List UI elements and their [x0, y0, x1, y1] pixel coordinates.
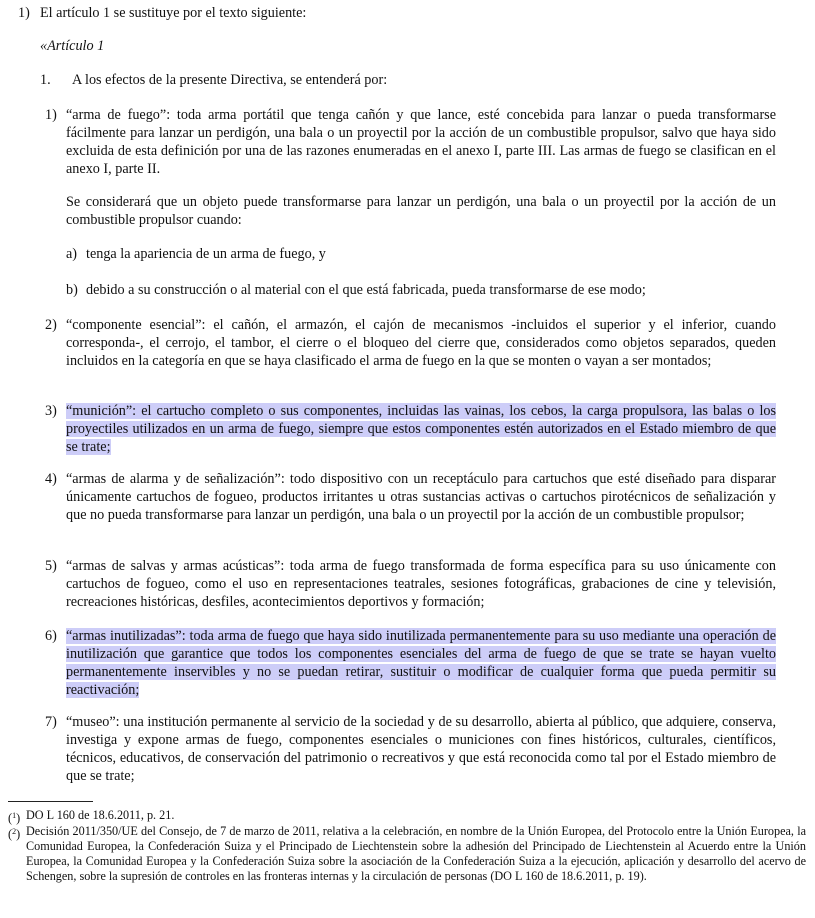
definition-number: 1) — [45, 107, 57, 123]
highlighted-text[interactable]: “munición”: el cartucho completo o sus componentes, incluidas las vainas, los cebos, la carga propulsora, las balas o los proyectiles utilizados en un arma de fuego, siempre que estos componentes estén autorizados en el Estado miembro de que se trate; — [66, 403, 776, 455]
footnote-separator — [8, 801, 93, 802]
sub-item-text: debido a su construcción o al material con el que está fabricada, pueda transformarse de ese modo; — [86, 282, 646, 298]
sub-item-text: tenga la apariencia de un arma de fuego, y — [86, 246, 326, 262]
definition-number: 5) — [45, 558, 57, 574]
section-text: A los efectos de la presente Directiva, se entenderá por: — [72, 72, 388, 88]
amendment-text: El artículo 1 se sustituye por el texto siguiente: — [40, 5, 307, 21]
section-number: 1. — [40, 72, 51, 88]
definition-text: “arma de fuego”: toda arma portátil que tenga cañón y que lance, esté concebida para lanzar o pueda transformarse fácilmente para lanzar un perdigón, una bala o un proyectil por la acción de un combustible propulsor, salvo que haya sido excluida de esta definición por una de las razones enumeradas en el anexo I, parte III. Las armas de fuego se clasifican en el anexo I, parte II. — [66, 107, 776, 177]
sub-item-label: b) — [66, 282, 78, 298]
definition-number: 7) — [45, 714, 57, 730]
definition-text-highlighted — [66, 402, 776, 456]
definition-text: “armas de salvas y armas acústicas”: toda arma de fuego transformada de forma específica para su uso únicamente con cartuchos de fogueo, como el uso en representaciones teatrales, sesiones fotográficas, grabaciones de cine y televisión, recreaciones históricas, desfiles, acontecimientos deportivos y formación; — [66, 558, 776, 610]
amendment-number: 1) — [18, 5, 30, 21]
definition-text: “museo”: una institución permanente al servicio de la sociedad y de su desarrollo, abierta al público, que adquiere, conserva, investiga y expone armas de fuego, componentes esenciales o municiones con fines históricos, culturales, científicos, técnicos, educativos, de conservación del patrimonio o recreativos y que está reconocida como tal por el Estado miembro de que se trate; — [66, 714, 776, 784]
definition-number: 6) — [45, 628, 57, 644]
definition-number: 4) — [45, 471, 57, 487]
footnote-marker: ($^2$) — [8, 827, 21, 841]
definition-text: “armas de alarma y de señalización”: todo dispositivo con un receptáculo para cartuchos que esté diseñado para disparar únicamente cartuchos de fogueo, productos irritantes u otras sustancias activas o cartuchos pirotécnicos de señalización y que no pueda transformarse para lanzar un perdigón, una bala o un proyectil por la acción de un combustible propulsor; — [66, 471, 776, 523]
definition-text-highlighted — [66, 627, 776, 699]
footnote-marker: ($^1$) — [8, 811, 21, 825]
article-heading: «Artículo 1 — [40, 38, 105, 54]
sub-item-label: a) — [66, 246, 78, 262]
highlighted-text[interactable]: “armas inutilizadas”: toda arma de fuego que haya sido inutilizada permanentemente para su uso mediante una operación de inutilización que garantice que todos los componentes esenciales del arma de fuego de que se trate se hayan vuelto permanentemente inservibles y no se puedan retirar, sustituir o modificar de cualquier forma que pueda permitir su reactivación; — [66, 628, 776, 698]
footnote-text: Decisión 2011/350/UE del Consejo, de 7 de marzo de 2011, relativa a la celebración, en nombre de la Unión Europea, del Protocolo entre la Unión Europea, la Comunidad Europea, la Confederación Suiza y el Principado de Liechtenstein sobre la adhesión del Principado de Liechtenstein al Acuerdo entre la Unión Europea, la Comunidad Europea y la Confederación Suiza sobre la asociación de la Confederación Suiza a la ejecución, aplicación y desarrollo del acervo de Schengen, sobre la supresión de controles en las fronteras internas y la circulación de personas (DO L 160 de 18.6.2011, p. 19). — [26, 824, 806, 883]
footnote-text: DO L 160 de 18.6.2011, p. 21. — [26, 808, 175, 822]
definition-number: 2) — [45, 317, 57, 333]
definition-text: “componente esencial”: el cañón, el armazón, el cajón de mecanismos -incluidos el superior y el inferior, cuando corresponda-, el cerrojo, el tambor, el cierre o el bloqueo del cierre que, considerados como objetos separados, queden incluidos en la categoría en que se haya clasificado el arma de fuego en la que se monten o vayan a ser montados; — [66, 317, 776, 369]
definition-sub-paragraph: Se considerará que un objeto puede transformarse para lanzar un perdigón, una bala o un proyectil por la acción de un combustible propulsor cuando: — [66, 194, 776, 228]
definition-number: 3) — [45, 403, 57, 419]
